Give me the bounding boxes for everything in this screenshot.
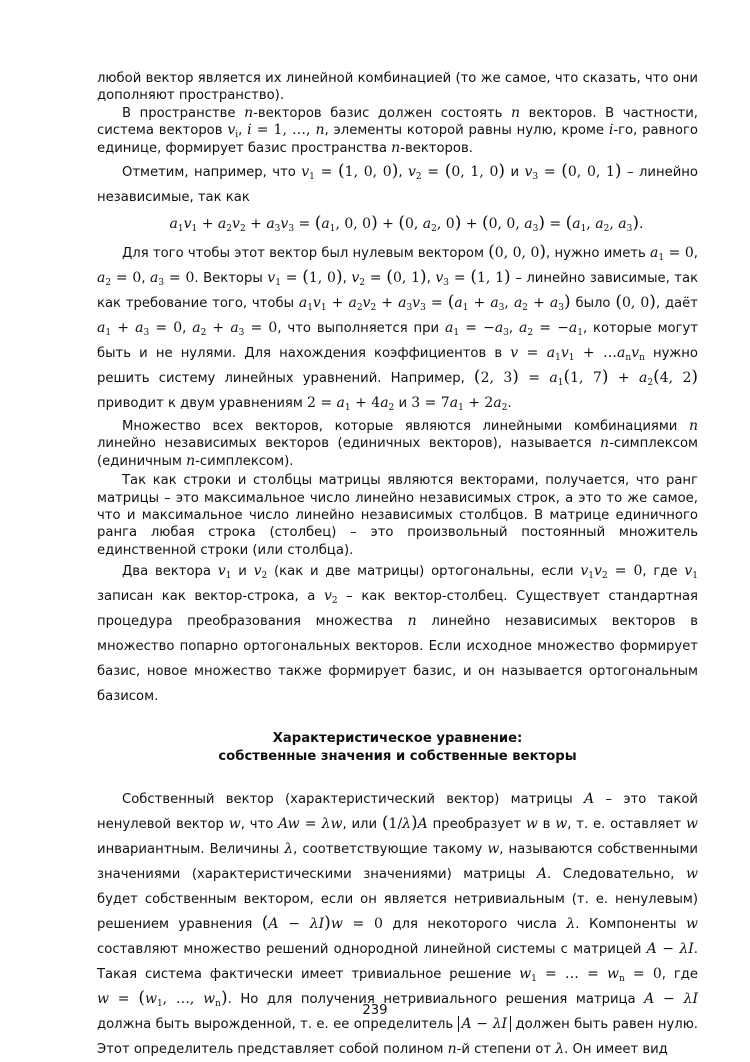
text-run: . Такая система фактически имеет тривиальное решение	[97, 942, 698, 983]
text-run: и	[394, 396, 412, 412]
math-expression: n	[407, 613, 417, 630]
text-run: должен быть равен нулю. Этот определитель представляет собой полином	[97, 1017, 698, 1058]
math-expression: $a_2 = 0$	[97, 270, 142, 289]
text-run: инвариантным. Величины	[97, 842, 285, 858]
math-expression: A	[536, 866, 548, 883]
text-run: . Он имеет вид	[564, 1042, 668, 1058]
math-expression: w	[686, 866, 698, 883]
math-expression: λ	[566, 916, 576, 933]
math-expression: $v_1v_2 = 0$	[580, 563, 643, 582]
section-heading	[97, 730, 698, 765]
text-run: .	[507, 396, 512, 412]
math-expression: (A − λI)w = 0	[261, 913, 383, 934]
text-run: преобразует	[427, 817, 526, 833]
math-expression: $w = (w_1$, …, $w_n$)	[97, 988, 228, 1010]
text-run: . Но для получения нетривиального решения матрица	[227, 992, 645, 1008]
paragraph-example-vectors	[97, 160, 698, 210]
text-run: -симплексом).	[195, 453, 294, 469]
math-expression: w	[228, 816, 241, 833]
math-expression: n	[600, 435, 610, 452]
math-expression: n	[688, 418, 698, 435]
text-run: , которые могут быть и не нулями. Для нахождения коэффициентов в	[97, 321, 698, 362]
math-expression: $a_3 = 0$	[150, 270, 195, 289]
text-run: составляют множество решений однородной линейной системы с матрицей	[97, 942, 647, 958]
math-expression: w	[685, 916, 698, 933]
text-run: . Векторы	[194, 271, 268, 287]
text-run: и	[505, 165, 525, 181]
text-run: – как вектор-столбец. Существует стандартная процедура преобразования множества	[97, 589, 698, 630]
text-run: ,	[398, 165, 408, 181]
math-expression: w	[555, 816, 568, 833]
math-expression: $v_2$	[253, 563, 268, 582]
text-run: -й степени от	[456, 1042, 556, 1058]
paragraph-eigenvectors	[97, 787, 698, 1062]
paragraph-simplex	[97, 418, 698, 470]
page-content	[97, 70, 698, 1062]
text-run: -го, равного единице, формирует базис пространства	[97, 123, 699, 156]
text-run: линейно независимых векторов (единичных векторов), называется	[97, 436, 601, 452]
math-expression: n	[391, 139, 401, 156]
paragraph-matrix-rank: Так как строки и столбцы матрицы являются векторами, получается, что ранг матрицы – это максимальное число линейно независимых строк, а это то же самое, что и максимальное число линейно независимых столбцов. В матрице единичного ранга любая строка (столбец) – это произвольный постоянный множитель единственной строки (или столбца).	[97, 473, 698, 558]
math-expression: n	[186, 452, 196, 469]
math-expression: $v_3 = (1$, 1)	[435, 267, 511, 289]
math-expression: $a_1 = 0$	[650, 245, 694, 264]
math-expression: $v_2 = (0$, 1, 0)	[407, 161, 506, 183]
text-run: – это такой ненулевой вектор	[97, 792, 698, 833]
heading-line-2: собственные значения и собственные векторы	[218, 748, 577, 764]
page-number: 239	[362, 1003, 388, 1018]
math-expression: (2, $3) = a_1(1$, $7) + a_2(4$, 2)	[473, 367, 699, 389]
paragraph-linear-dependence	[97, 241, 698, 416]
text-run: для некоторого числа	[382, 917, 567, 933]
math-expression: $v_1$	[684, 563, 698, 582]
math-expression: $3 = 7a_1 + 2a_2$	[411, 395, 508, 414]
math-expression: (0, 0)	[615, 292, 656, 313]
text-run: , даёт	[655, 296, 698, 312]
text-run: и	[231, 564, 254, 580]
text-run: ,	[508, 321, 519, 337]
text-run: векторов. В частности, система векторов	[97, 105, 698, 139]
text-run: -векторов базис должен состоять	[253, 105, 511, 121]
text-run: . Следовательно,	[547, 867, 687, 883]
math-expression: i	[608, 122, 614, 139]
text-run: , где	[661, 967, 698, 983]
text-run: нужно решить систему линейных уравнений. Например,	[97, 346, 698, 387]
text-run: (как и две матрицы) ортогональны, если	[267, 564, 581, 580]
text-run: – линейно зависимые, так как требование того, чтобы	[97, 271, 699, 312]
text-run: будет собственным вектором, если он является нетривиальным (т. е. ненулевым) решением уравнения	[97, 892, 698, 933]
math-expression: w	[686, 816, 699, 833]
math-expression: $v_1 = (1$, 0)	[267, 267, 343, 289]
text-run: Два вектора	[122, 564, 218, 580]
text-run: ,	[141, 271, 151, 287]
text-run: было	[570, 296, 616, 312]
math-expression: A − λI	[458, 1016, 512, 1032]
math-expression: (0, 0, 0)	[488, 242, 547, 263]
text-run: , т. е. оставляет	[567, 817, 687, 833]
text-run: -симплексом (единичным	[97, 436, 698, 469]
text-run: записан как вектор-строка, а	[97, 589, 324, 605]
math-expression: A − λI	[644, 991, 698, 1008]
math-expression: $2 = a_1 + 4a_2$	[307, 395, 395, 414]
math-expression: n	[510, 104, 521, 121]
text-run: , где	[642, 564, 685, 580]
text-run: линейно независимых векторов в множество попарно ортогональных векторов. Если исходное множество формирует базис, новое множество также формирует базис, и он называется ортогональным базисом.	[97, 614, 698, 705]
math-expression: $v_1$	[217, 563, 232, 582]
math-expression: λ	[555, 1041, 565, 1058]
math-expression: $v = a_1v_1$ + $\dots a_nv_n$	[510, 345, 645, 364]
math-expression: $a_2 + a_3 = 0$	[192, 320, 278, 339]
math-expression: $v_2$	[323, 588, 338, 607]
heading-line-1: Характеристическое уравнение:	[272, 731, 523, 747]
math-expression: $v_2 = (0$, 1)	[351, 267, 427, 289]
math-expression: $a_1 = -a_3$	[444, 320, 509, 339]
math-expression: A − λI	[646, 941, 694, 958]
math-expression: $w_1$ = … = $w_n = 0$	[519, 966, 662, 985]
text-run: , элементы которой равны нулю, кроме	[324, 123, 609, 139]
math-expression: $v_3 = (0$, 0, 1)	[524, 161, 622, 183]
text-run: Для того чтобы этот вектор был нулевым вектором	[122, 246, 489, 262]
text-run: – линейно независимые, так как	[97, 165, 699, 206]
text-run: ,	[426, 271, 436, 287]
text-run: ,	[182, 321, 193, 337]
text-run: , или	[342, 817, 382, 833]
text-run: В пространстве	[122, 105, 245, 121]
math-expression: i = 1, …, n	[247, 122, 325, 139]
math-expression: $a_2 = -a_1$	[519, 320, 583, 339]
display-equation-linear-combination	[115, 210, 698, 239]
math-expression: Aw = λw	[278, 816, 343, 833]
paragraph-continuation: любой вектор является их линейной комбинацией (то же самое, что сказать, что они дополняют пространство).	[97, 71, 698, 104]
text-run: ,	[238, 123, 248, 139]
text-run: , что	[240, 817, 279, 833]
math-expression: $v_i$	[227, 122, 239, 141]
math-expression: $a_1 + a_3 = 0$	[97, 320, 183, 339]
text-run: Отметим, например, что	[122, 165, 302, 181]
math-expression: $v_1 = (1$, 0, 0)	[301, 161, 399, 183]
text-run: Собственный вектор (характеристический вектор) матрицы	[122, 792, 585, 808]
math-expression: w	[487, 841, 500, 858]
text-run: , соответствующие такому	[293, 842, 488, 858]
text-run: в	[537, 817, 556, 833]
text-run: Множество всех векторов, которые являются линейными комбинациями	[122, 419, 689, 435]
text-run: . Компоненты	[575, 917, 686, 933]
paragraph-basis-size	[97, 105, 698, 157]
text-run: ,	[693, 246, 698, 262]
math-expression: w	[525, 816, 538, 833]
math-expression: $a_1v_1 + a_2v_2 + a_3v_3 = (a_1$, 0, 0) + (0, $a_2$, 0) + (0, 0, $a_3) = (a_1$, $a_2$, $a_3$).	[169, 213, 644, 235]
math-expression: A	[584, 791, 595, 808]
text-run: , нужно иметь	[546, 246, 651, 262]
math-expression: λ	[284, 841, 294, 858]
text-run: должна быть вырожденной, т. е. ее определитель	[97, 1017, 458, 1033]
text-run: ,	[342, 271, 352, 287]
math-expression: n	[244, 104, 254, 121]
paragraph-orthogonal	[97, 559, 698, 709]
math-expression: n	[447, 1041, 457, 1058]
text-run: , называются собственными значениями (характеристическими значениями) матрицы	[97, 842, 698, 883]
text-run: -векторов.	[400, 140, 473, 156]
math-expression: $a_1v_1 + a_2v_2 + a_3v_3 = (a_1 + a_3$, $a_2 + a_3$)	[298, 292, 571, 314]
text-run: , что выполняется при	[277, 321, 445, 337]
math-expression: (1/λ)A	[381, 813, 428, 834]
text-run: приводит к двум уравнениям	[97, 396, 307, 412]
